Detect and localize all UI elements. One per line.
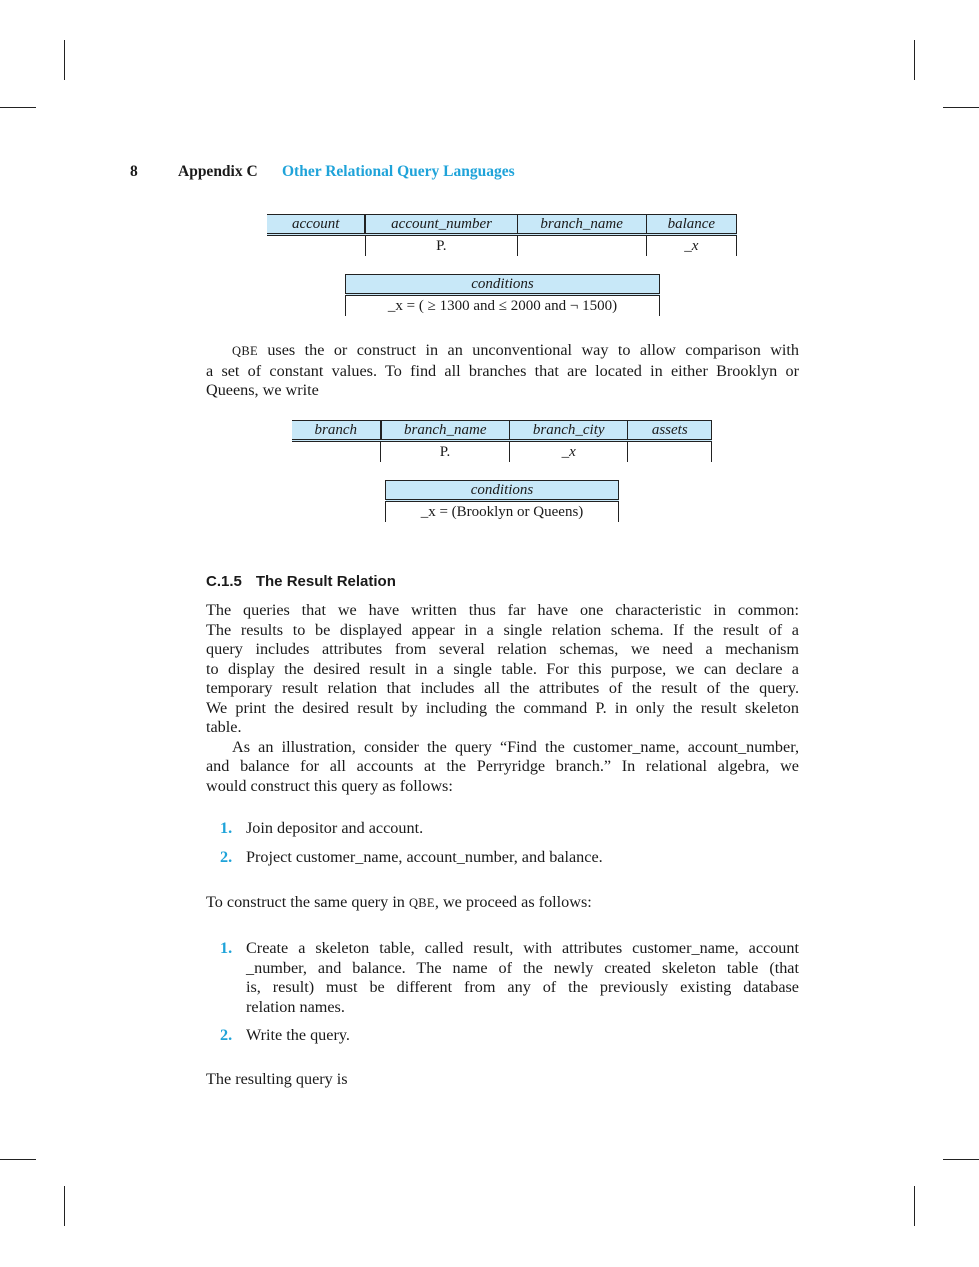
table-row — [267, 235, 737, 257]
branch-skeleton-table — [292, 420, 712, 462]
table-header-cell: assets — [628, 421, 712, 441]
paragraph-construct: To construct the same query in QBE, we proceed as follows: — [206, 893, 592, 911]
table-cell — [292, 441, 381, 463]
table-cell: _x — [510, 441, 628, 463]
table-header-cell: branch_name — [381, 421, 510, 441]
section-title: Other Relational Query Languages — [282, 163, 515, 180]
page-number: 8 — [130, 163, 138, 180]
table-cell — [267, 235, 365, 257]
table-cell: P. — [381, 441, 510, 463]
subsection-title: The Result Relation — [255, 573, 396, 590]
crop-mark — [0, 107, 36, 108]
table-header-row — [292, 421, 712, 441]
paragraph-resulting-query: The resulting query is — [206, 1070, 348, 1088]
conditions-expression: _x = (Brooklyn or Queens) — [386, 501, 619, 523]
table-cell — [517, 235, 646, 257]
crop-mark — [64, 1186, 65, 1226]
conditions-box — [345, 274, 660, 316]
qbe-steps-list — [206, 939, 799, 1055]
table-header-cell: account — [267, 215, 365, 235]
crop-mark — [64, 40, 65, 80]
subsection-heading — [206, 573, 396, 590]
crop-mark — [943, 107, 979, 108]
conditions-header: conditions — [386, 481, 619, 501]
table-header-cell: account_number — [365, 215, 517, 235]
chapter-label: Appendix C — [178, 163, 258, 180]
conditions-box — [385, 480, 619, 522]
table-cell: _x — [646, 235, 736, 257]
crop-mark — [943, 1159, 979, 1160]
paragraph-or-construct: QBE uses the or construct in an unconventional way to allow comparison with a set of constant values. To find all branches that are located in either Brooklyn or Queens, we write — [206, 341, 799, 399]
table-header-cell: branch — [292, 421, 381, 441]
table-header-cell: branch_city — [510, 421, 628, 441]
paragraph-result-relation: The queries that we have written thus far have one characteristic in common: The results to be displayed appear in a single relation schema. If the result of a query includes attributes from several relation schemas, we need a mechanism to display the desired result in a single table. For this purpose, we can declare a temporary result relation that includes all the attributes of the result of the query. We print the desired result by including the command P. in only the result skeleton table. As an illustration, consider the query “Find the customer_name, account_number, and balance for all accounts at the Perryridge branch.” In relational algebra, we would construct this query as follows: — [206, 601, 799, 795]
list-item: 1. Join depositor and account. — [220, 819, 424, 837]
conditions-expression: _x = ( ≥ 1300 and ≤ 2000 and ¬ 1500) — [346, 295, 660, 317]
subsection-number: C.1.5 — [206, 573, 242, 590]
table-header-row — [267, 215, 737, 235]
table-row — [292, 441, 712, 463]
algebra-steps-list — [206, 819, 799, 876]
crop-mark — [914, 40, 915, 80]
table-cell: P. — [365, 235, 517, 257]
crop-mark — [0, 1159, 36, 1160]
table-header-cell: balance — [646, 215, 736, 235]
conditions-header: conditions — [346, 275, 660, 295]
list-item: 1. Create a skeleton table, called result, with attributes customer_name, account _number, and balance. The name of the newly created skeleton table (that is, result) must be different from any of the previously existing database relation names. — [220, 939, 799, 1016]
list-item: 2. Project customer_name, account_number, and balance. — [220, 847, 603, 866]
list-item: 2. Write the query. — [220, 1026, 350, 1044]
account-skeleton-table — [267, 214, 737, 256]
crop-mark — [914, 1186, 915, 1226]
table-cell — [628, 441, 712, 463]
table-header-cell: branch_name — [517, 215, 646, 235]
